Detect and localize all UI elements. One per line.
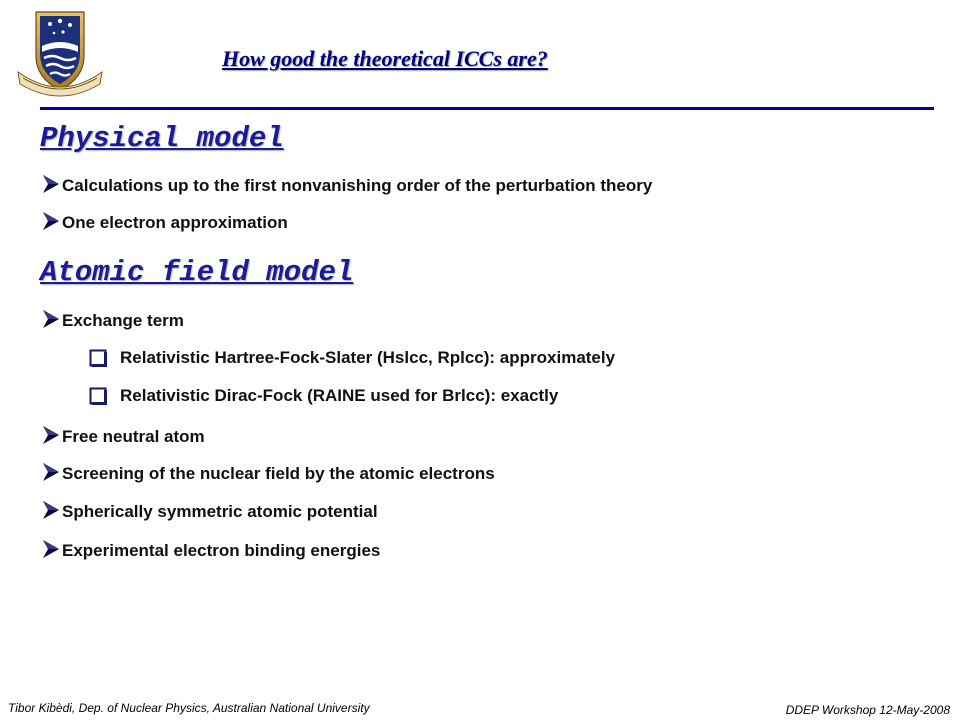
list-item <box>40 498 378 522</box>
list-item <box>40 172 652 196</box>
bullet-text: Exchange term <box>62 311 184 330</box>
arrow-bullet-icon <box>40 499 62 521</box>
bullet-text: Calculations up to the first nonvanishing order of the perturbation theory <box>62 176 653 195</box>
sub-bullet-text: Relativistic Dirac-Fock (RAINE used for Brlcc): exactly <box>120 386 559 405</box>
arrow-bullet-icon <box>40 210 62 232</box>
bullet-text: One electron approximation <box>62 213 288 232</box>
list-item <box>40 423 205 447</box>
bullet-text: Spherically symmetric atomic potential <box>62 502 378 521</box>
checkbox-bullet-icon <box>89 387 107 405</box>
arrow-bullet-icon <box>40 461 62 483</box>
list-item <box>40 460 495 484</box>
title-divider <box>40 107 934 110</box>
checkbox-bullet-icon <box>89 349 107 367</box>
section-heading-physical-model: Physical model <box>40 122 284 155</box>
footer-author: Tibor Kibèdi, Dep. of Nuclear Physics, Australian National University <box>8 701 370 715</box>
arrow-bullet-icon <box>40 308 62 330</box>
arrow-bullet-icon <box>40 424 62 446</box>
bullet-text: Screening of the nuclear field by the atomic electrons <box>62 464 495 483</box>
list-item <box>40 307 184 331</box>
sub-bullet-text: Relativistic Hartree-Fock-Slater (Hslcc, Rplcc): approximately <box>120 348 616 367</box>
bullet-text: Free neutral atom <box>62 427 205 446</box>
arrow-bullet-icon <box>40 173 62 195</box>
slide-title: How good the theoretical ICCs are? <box>222 46 548 71</box>
bullet-text: Experimental electron binding energies <box>62 541 381 560</box>
sub-list-item <box>89 384 558 408</box>
list-item <box>40 537 380 561</box>
arrow-bullet-icon <box>40 538 62 560</box>
list-item <box>40 209 288 233</box>
footer-event: DDEP Workshop 12-May-2008 <box>785 703 950 717</box>
sub-list-item <box>89 346 615 370</box>
section-heading-atomic-field-model: Atomic field model <box>40 256 354 289</box>
university-crest-icon <box>14 8 106 100</box>
